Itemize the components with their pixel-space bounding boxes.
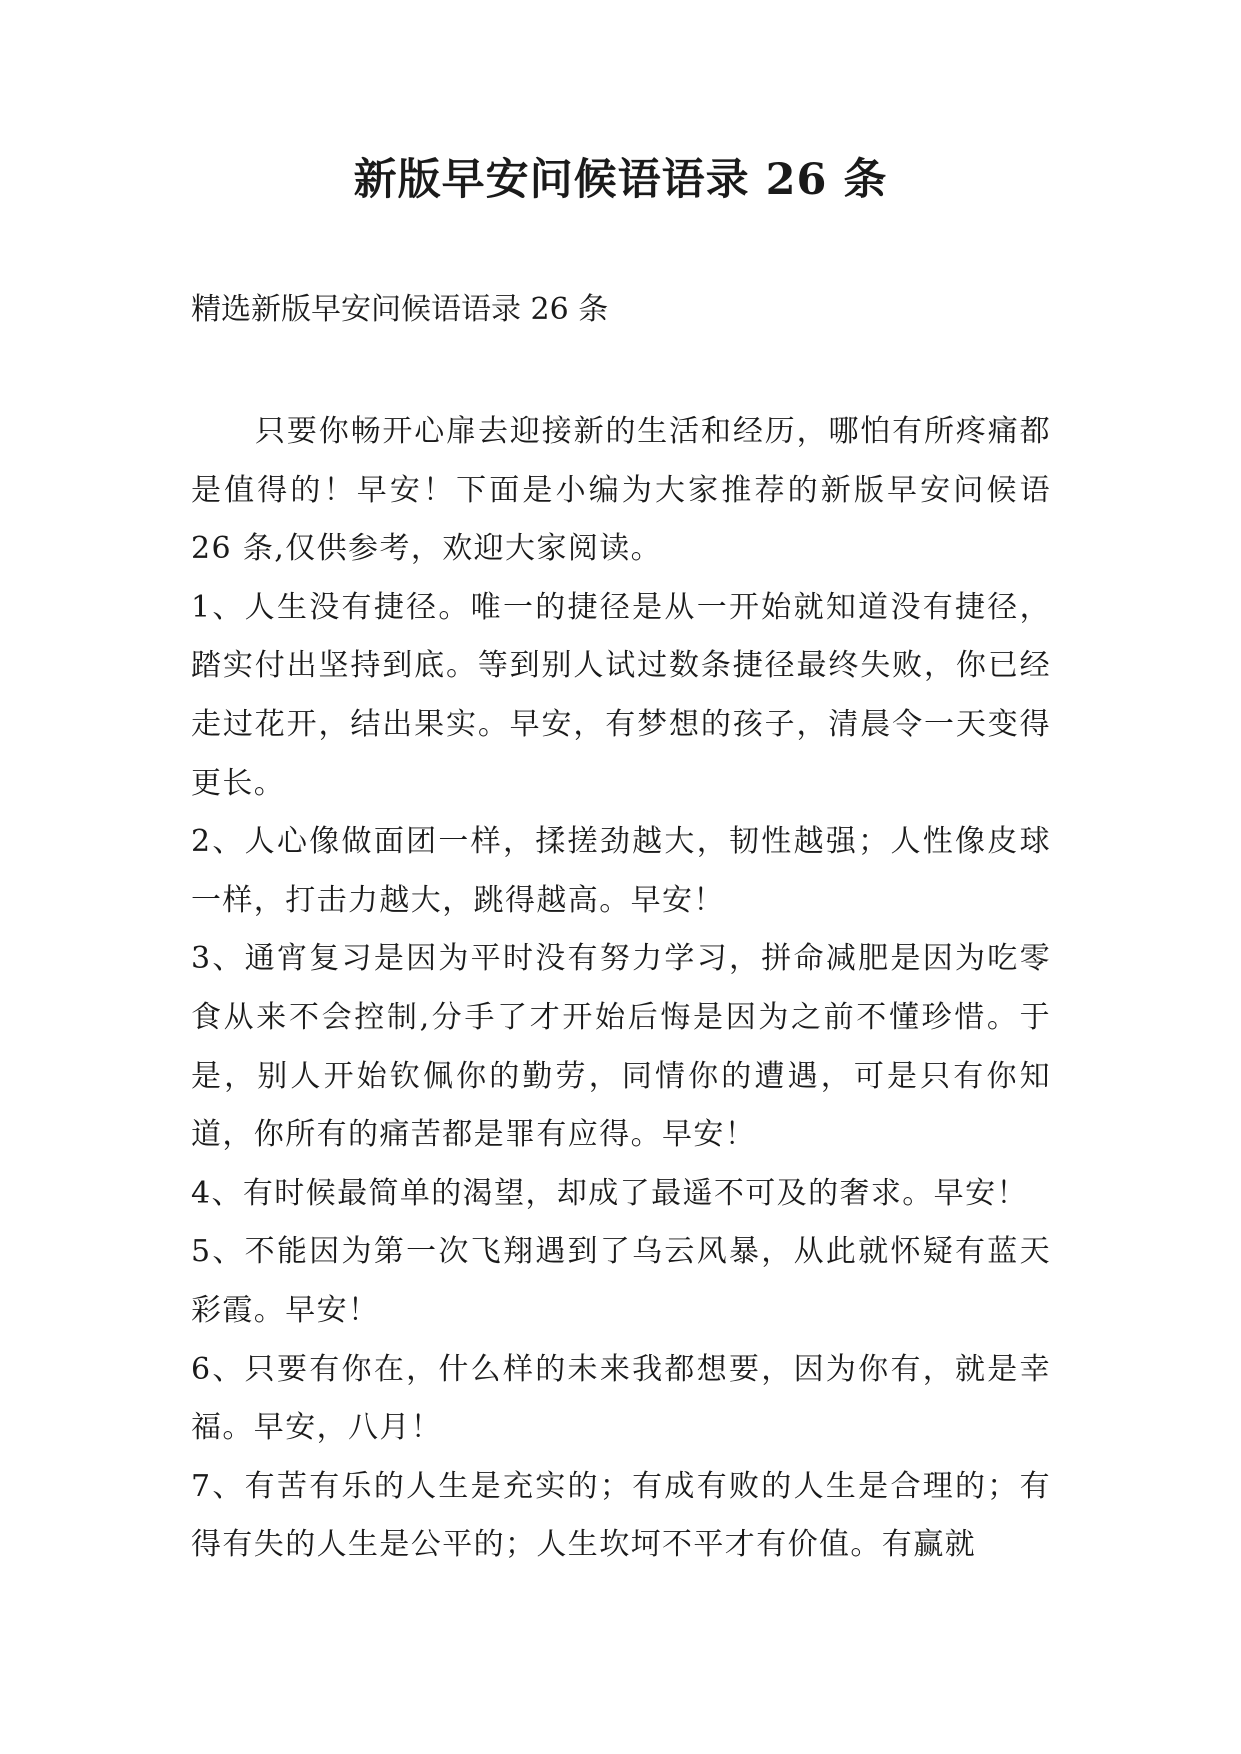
intro-paragraph: 只要你畅开心扉去迎接新的生活和经历，哪怕有所疼痛都是值得的！早安！下面是小编为大家推荐的新版早安问候语 26 条,仅供参考，欢迎大家阅读。 (191, 414, 1051, 567)
list-item: 7、有苦有乐的人生是充实的；有成有败的人生是合理的；有得有失的人生是公平的；人生坎坷不平才有价值。有赢就 (191, 1468, 1051, 1563)
list-item: 6、只要有你在，什么样的未来我都想要，因为你有，就是幸福。早安，八月！ (191, 1351, 1051, 1446)
document-body (191, 403, 1051, 1575)
list-item: 5、不能因为第一次飞翔遇到了乌云风暴，从此就怀疑有蓝天彩霞。早安！ (191, 1234, 1051, 1328)
list-item: 2、人心像做面团一样，揉搓劲越大，韧性越强；人性像皮球一样，打击力越大，跳得越高。早安！ (191, 824, 1051, 918)
list-item: 3、通宵复习是因为平时没有努力学习，拼命减肥是因为吃零食从来不会控制,分手了才开始后悔是因为之前不懂珍惜。于是，别人开始钦佩你的勤劳，同情你的遭遇，可是只有你知道，你所有的痛苦都是罪有应得。早安！ (191, 941, 1051, 1153)
document-title: 新版早安问候语语录 26 条 (353, 155, 888, 205)
list-item: 4、有时候最简单的渴望，却成了最遥不可及的奢求。早安！ (191, 1175, 1028, 1211)
list-item: 1、人生没有捷径。唯一的捷径是从一开始就知道没有捷径，踏实付出坚持到底。等到别人试过数条捷径最终失败，你已经走过花开，结出果实。早安，有梦想的孩子，清晨令一天变得更长。 (191, 589, 1051, 801)
document-subtitle: 精选新版早安问候语语录 26 条 (191, 292, 609, 327)
